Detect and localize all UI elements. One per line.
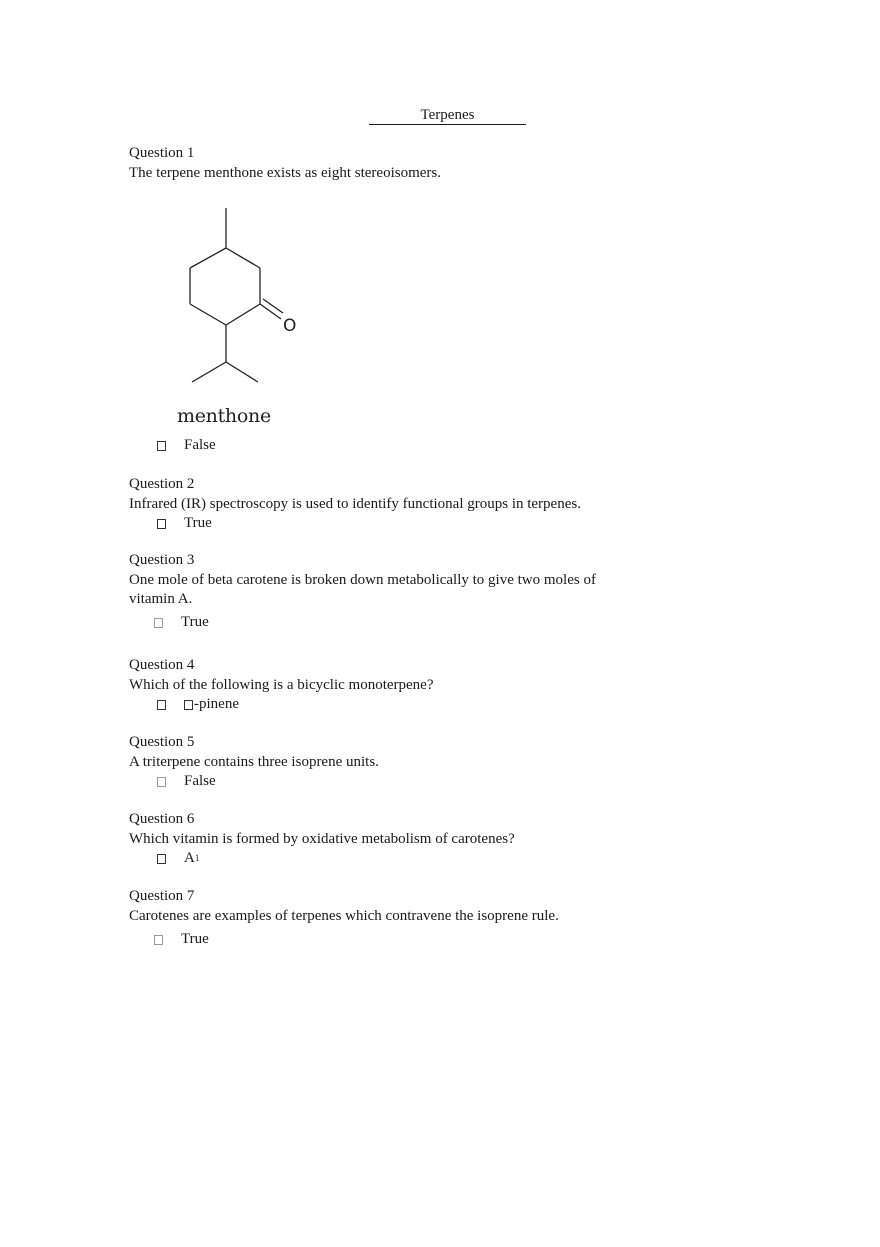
checkbox-icon[interactable] [157,700,166,710]
question-3 [129,551,639,610]
answer-label: True [181,931,209,947]
question-label: Question 7 [129,888,195,904]
question-text: The terpene menthone exists as eight stereoisomers. [129,164,441,181]
question-text: Carotenes are examples of terpenes which contravene the isoprene rule. [129,907,559,924]
answer-option[interactable] [154,930,209,949]
answer-option[interactable] [154,613,209,632]
checkbox-icon[interactable] [154,935,163,945]
page-title: Terpenes [369,106,526,125]
answer-option[interactable] [157,695,239,714]
checkbox-icon[interactable] [157,441,166,451]
question-label: Question 6 [129,811,195,827]
answer-option[interactable] [157,772,216,791]
question-text: One mole of beta carotene is broken down metabolically to give two moles of vitamin A. [129,571,596,607]
question-6 [129,810,689,849]
answer-label: False [184,773,216,789]
question-5 [129,733,689,772]
question-7 [129,887,689,926]
question-label: Question 5 [129,734,195,750]
answer-label: -pinene [194,696,239,712]
question-text: A triterpene contains three isoprene units. [129,753,379,770]
figure-caption: menthone [177,405,271,427]
question-text: Infrared (IR) spectroscopy is used to identify functional groups in terpenes. [129,495,581,512]
answer-label: True [184,515,212,531]
question-1 [129,144,689,183]
missing-glyph-icon [184,700,193,710]
question-2 [129,475,689,514]
oxygen-label: O [283,316,297,336]
answer-subscript: 1 [194,853,200,863]
answer-label: False [184,437,216,453]
question-text: Which of the following is a bicyclic monoterpene? [129,676,434,693]
checkbox-icon[interactable] [157,777,166,787]
question-label: Question 3 [129,552,195,568]
answer-option[interactable] [157,514,212,533]
checkbox-icon[interactable] [154,618,163,628]
answer-label: A [184,850,195,866]
answer-label: True [181,614,209,630]
question-label: Question 1 [129,145,195,161]
question-4 [129,656,689,695]
question-label: Question 4 [129,657,195,673]
question-label: Question 2 [129,476,195,492]
menthone-structure [170,200,310,435]
checkbox-icon[interactable] [157,854,166,864]
answer-option[interactable] [157,849,199,868]
question-text: Which vitamin is formed by oxidative metabolism of carotenes? [129,830,515,847]
checkbox-icon[interactable] [157,519,166,529]
answer-option[interactable] [157,436,216,455]
